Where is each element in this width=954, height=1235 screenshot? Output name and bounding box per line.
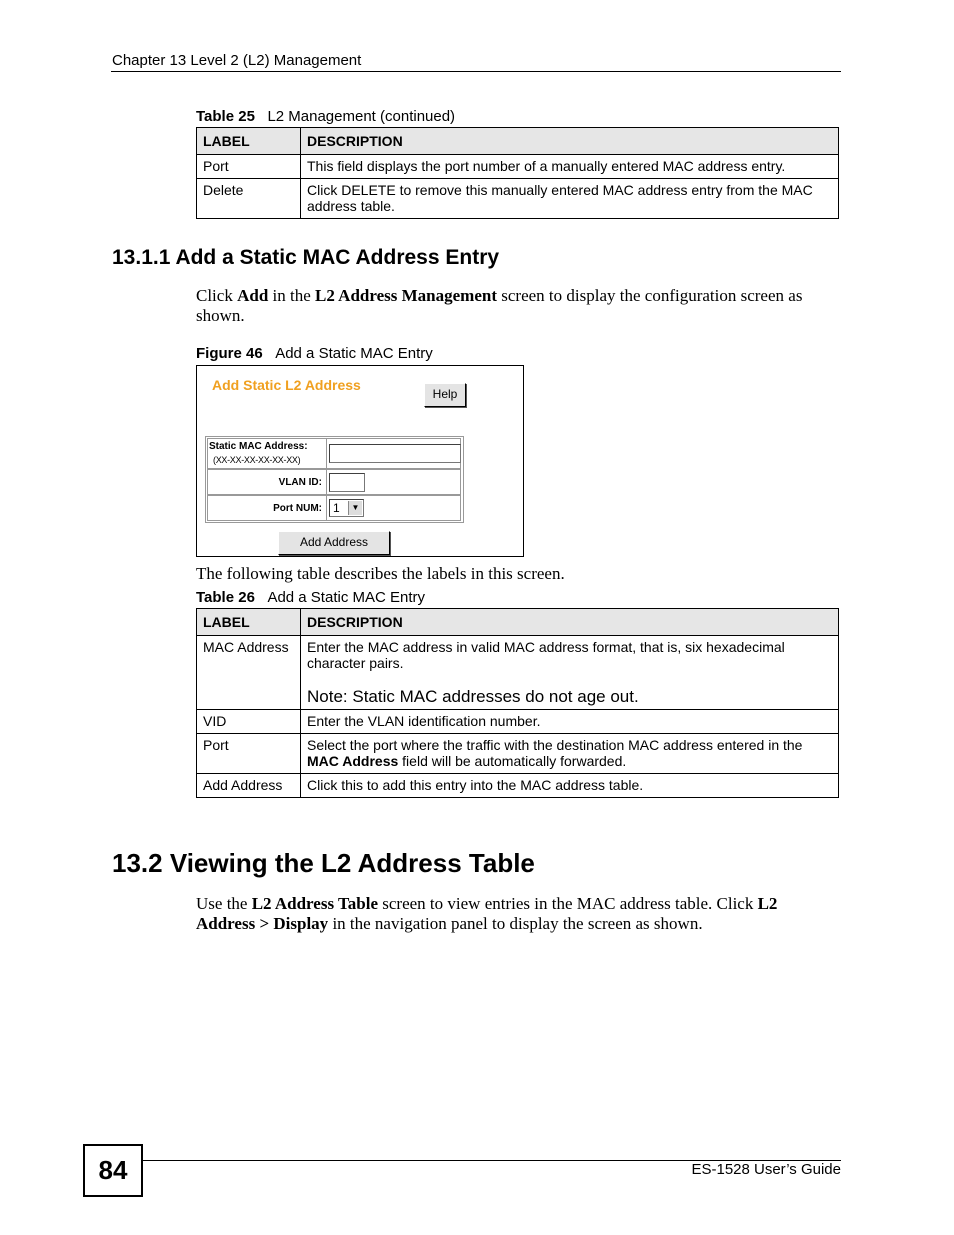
port-num-cell <box>326 496 461 520</box>
column-header-description: DESCRIPTION <box>301 609 839 636</box>
row-label: Port <box>197 155 301 179</box>
text: screen to display the configuration screen as shown. <box>196 286 803 325</box>
column-header-description: DESCRIPTION <box>301 128 839 155</box>
note-static-mac: Note: Static MAC addresses do not age out. <box>307 687 639 706</box>
row-label: Delete <box>197 179 301 219</box>
row-label: VID <box>197 710 301 734</box>
row-description: Enter the VLAN identification number. <box>301 710 839 734</box>
port-num-select[interactable] <box>329 499 364 517</box>
row-description <box>301 734 839 774</box>
table-header-row <box>197 609 839 636</box>
chapter-title: Chapter 13 Level 2 (L2) Management <box>112 52 362 69</box>
mac-address-description: Enter the MAC address in valid MAC address format, that is, six hexadecimal character pairs. <box>307 639 785 671</box>
section-heading-13-2: 13.2 Viewing the L2 Address Table <box>112 848 535 878</box>
figure46-screenshot <box>196 365 524 557</box>
table-row <box>197 710 839 734</box>
mac-address-label: Static MAC Address: <box>209 441 308 452</box>
row-label: Add Address <box>197 774 301 798</box>
figure46-caption-text: Add a Static MAC Entry <box>275 345 433 362</box>
bold-term-l2-address-display: L2 Address > Display <box>196 894 778 933</box>
table26-caption-number: Table 26 <box>196 589 255 606</box>
text: screen to view entries in the MAC address table. Click <box>378 894 758 913</box>
guide-name: ES-1528 User’s Guide <box>691 1161 841 1178</box>
page-number: 84 <box>83 1144 143 1197</box>
table25-caption <box>196 108 455 125</box>
text: Use the <box>196 894 252 913</box>
table-row <box>197 774 839 798</box>
chevron-down-icon[interactable]: ▼ <box>348 501 362 515</box>
static-mac-form <box>205 436 464 523</box>
table-row <box>197 155 839 179</box>
vlan-id-row <box>207 469 461 495</box>
column-header-label: LABEL <box>197 609 301 636</box>
table25 <box>196 127 839 219</box>
row-description <box>301 636 839 710</box>
row-description: Click this to add this entry into the MAC address table. <box>301 774 839 798</box>
header-rule <box>111 71 841 72</box>
text: Click <box>196 286 238 305</box>
table-row <box>197 179 839 219</box>
table25-caption-number: Table 25 <box>196 108 255 125</box>
text: in the navigation panel to display the screen as shown. <box>328 914 703 933</box>
section-heading-13-1-1: 13.1.1 Add a Static MAC Address Entry <box>112 246 500 269</box>
vlan-id-cell <box>326 470 461 494</box>
figure46-caption <box>196 345 433 362</box>
add-address-button[interactable]: Add Address <box>278 531 390 555</box>
figure46-caption-number: Figure 46 <box>196 345 263 362</box>
mac-address-input[interactable] <box>329 444 461 463</box>
table26-intro: The following table describes the labels in this screen. <box>196 564 565 583</box>
bold-term-l2-address-management: L2 Address Management <box>315 286 498 305</box>
vlan-id-label: VLAN ID: <box>278 477 322 488</box>
bold-term-l2-address-table: L2 Address Table <box>251 894 379 913</box>
table25-caption-text: L2 Management (continued) <box>267 108 456 125</box>
bold-term-add: Add <box>237 286 269 305</box>
table-row <box>197 734 839 774</box>
table26-caption-text: Add a Static MAC Entry <box>267 589 425 606</box>
mac-format-hint: (XX-XX-XX-XX-XX-XX) <box>213 455 301 465</box>
port-num-row <box>207 495 461 521</box>
row-description: This field displays the port number of a manually entered MAC address entry. <box>301 155 839 179</box>
table26-caption <box>196 589 425 606</box>
mac-address-row <box>207 438 461 469</box>
help-button[interactable]: Help <box>424 383 466 407</box>
row-description: Click DELETE to remove this manually entered MAC address entry from the MAC address table. <box>301 179 839 219</box>
port-num-label: Port NUM: <box>273 503 322 514</box>
text: Select the port where the traffic with the destination MAC address entered in the <box>307 737 803 753</box>
text: in the <box>268 286 316 305</box>
table-row <box>197 636 839 710</box>
section-13-1-1-paragraph <box>196 286 826 326</box>
mac-address-cell <box>326 439 461 468</box>
column-header-label: LABEL <box>197 128 301 155</box>
bold-term-mac-address: MAC Address <box>307 753 399 769</box>
section-13-2-paragraph <box>196 894 806 934</box>
vlan-id-input[interactable] <box>329 473 365 492</box>
form-title: Add Static L2 Address <box>212 377 361 393</box>
port-num-value: 1 <box>333 501 340 515</box>
text: field will be automatically forwarded. <box>398 753 627 769</box>
row-label: Port <box>197 734 301 774</box>
row-label: MAC Address <box>197 636 301 710</box>
table-header-row <box>197 128 839 155</box>
table26 <box>196 608 839 798</box>
